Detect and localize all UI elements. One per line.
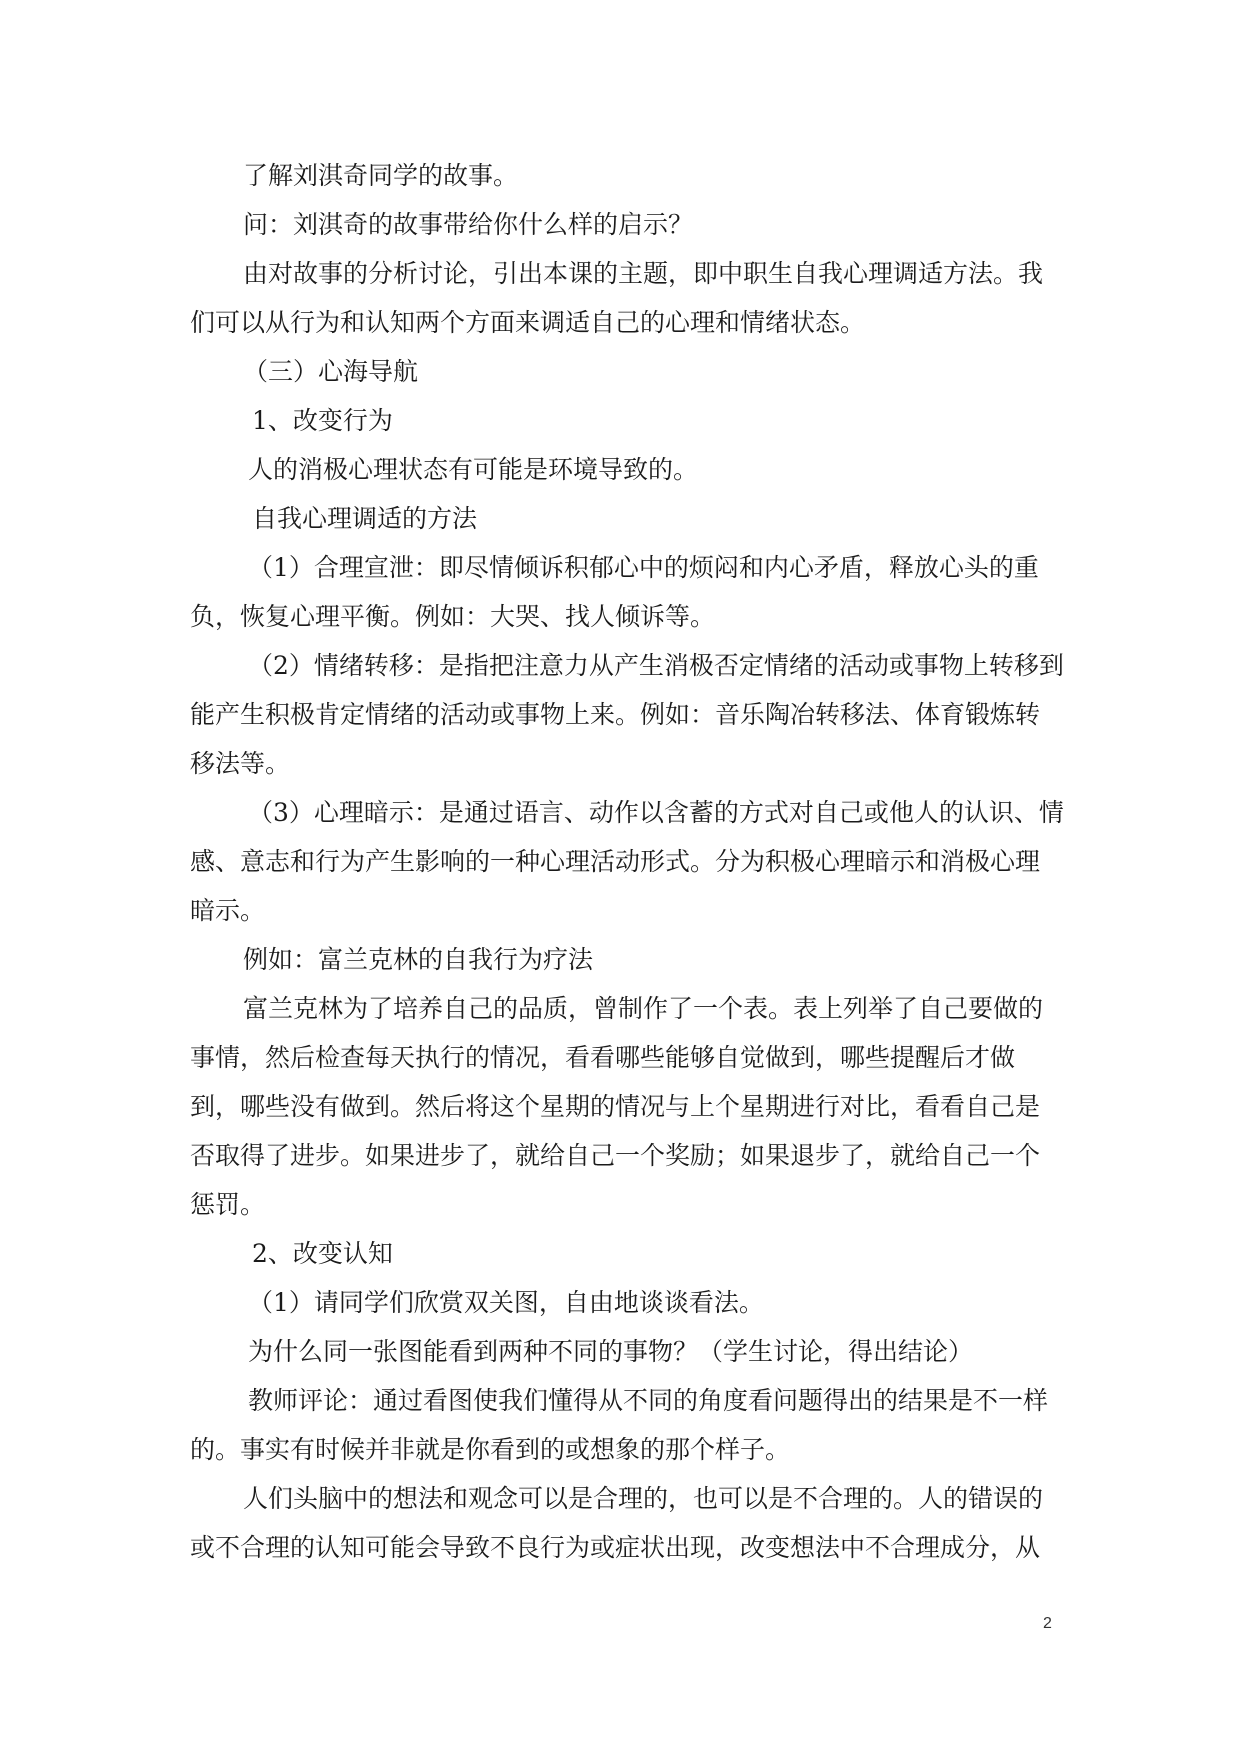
text-line: 暗示。 [190,896,266,925]
text-line: 感、意志和行为产生影响的一种心理活动形式。分为积极心理暗示和消极心理 [190,847,1041,876]
text-line: 到，哪些没有做到。然后将这个星期的情况与上个星期进行对比，看看自己是 [190,1092,1041,1121]
text-line: 为什么同一张图能看到两种不同的事物？（学生讨论，得出结论） [248,1337,974,1366]
text-line: 人们头脑中的想法和观念可以是合理的，也可以是不合理的。人的错误的 [243,1484,1044,1513]
page-number: 2 [1043,1615,1052,1632]
text-line: 由对故事的分析讨论，引出本课的主题，即中职生自我心理调适方法。我 [243,259,1044,288]
text-line: 自我心理调适的方法 [252,504,478,533]
text-line: 负，恢复心理平衡。例如：大哭、找人倾诉等。 [190,602,716,631]
subsection-heading: 1、改变行为 [252,406,393,435]
text-line: （1）合理宣泄：即尽情倾诉积郁心中的烦闷和内心矛盾，释放心头的重 [248,553,1039,582]
text-line: 了解刘淇奇同学的故事。 [243,161,519,190]
text-line: （2）情绪转移：是指把注意力从产生消极否定情绪的活动或事物上转移到 [248,651,1064,680]
text-line: 富兰克林为了培养自己的品质，曾制作了一个表。表上列举了自己要做的 [243,994,1044,1023]
text-line: 人的消极心理状态有可能是环境导致的。 [248,455,699,484]
text-line: 惩罚。 [190,1190,266,1219]
text-line: 的。事实有时候并非就是你看到的或想象的那个样子。 [190,1435,791,1464]
text-line: 移法等。 [190,749,291,778]
subsection-heading: 2、改变认知 [252,1239,393,1268]
text-line: 例如：富兰克林的自我行为疗法 [243,945,594,974]
text-line: 事情，然后检查每天执行的情况，看看哪些能够自觉做到，哪些提醒后才做 [190,1043,1016,1072]
text-line: 能产生积极肯定情绪的活动或事物上来。例如：音乐陶冶转移法、体育锻炼转 [190,700,1041,729]
text-line: 教师评论：通过看图使我们懂得从不同的角度看问题得出的结果是不一样 [248,1386,1049,1415]
text-line: 否取得了进步。如果进步了，就给自己一个奖励；如果退步了，就给自己一个 [190,1141,1041,1170]
text-line: 或不合理的认知可能会导致不良行为或症状出现，改变想法中不合理成分，从 [190,1533,1041,1562]
text-line: （3）心理暗示：是通过语言、动作以含蓄的方式对自己或他人的认识、情 [248,798,1064,827]
text-line: 们可以从行为和认知两个方面来调适自己的心理和情绪状态。 [190,308,866,337]
text-line: （1）请同学们欣赏双关图，自由地谈谈看法。 [248,1288,764,1317]
text-line: 问：刘淇奇的故事带给你什么样的启示？ [243,210,694,239]
section-heading: （三）心海导航 [243,357,419,386]
